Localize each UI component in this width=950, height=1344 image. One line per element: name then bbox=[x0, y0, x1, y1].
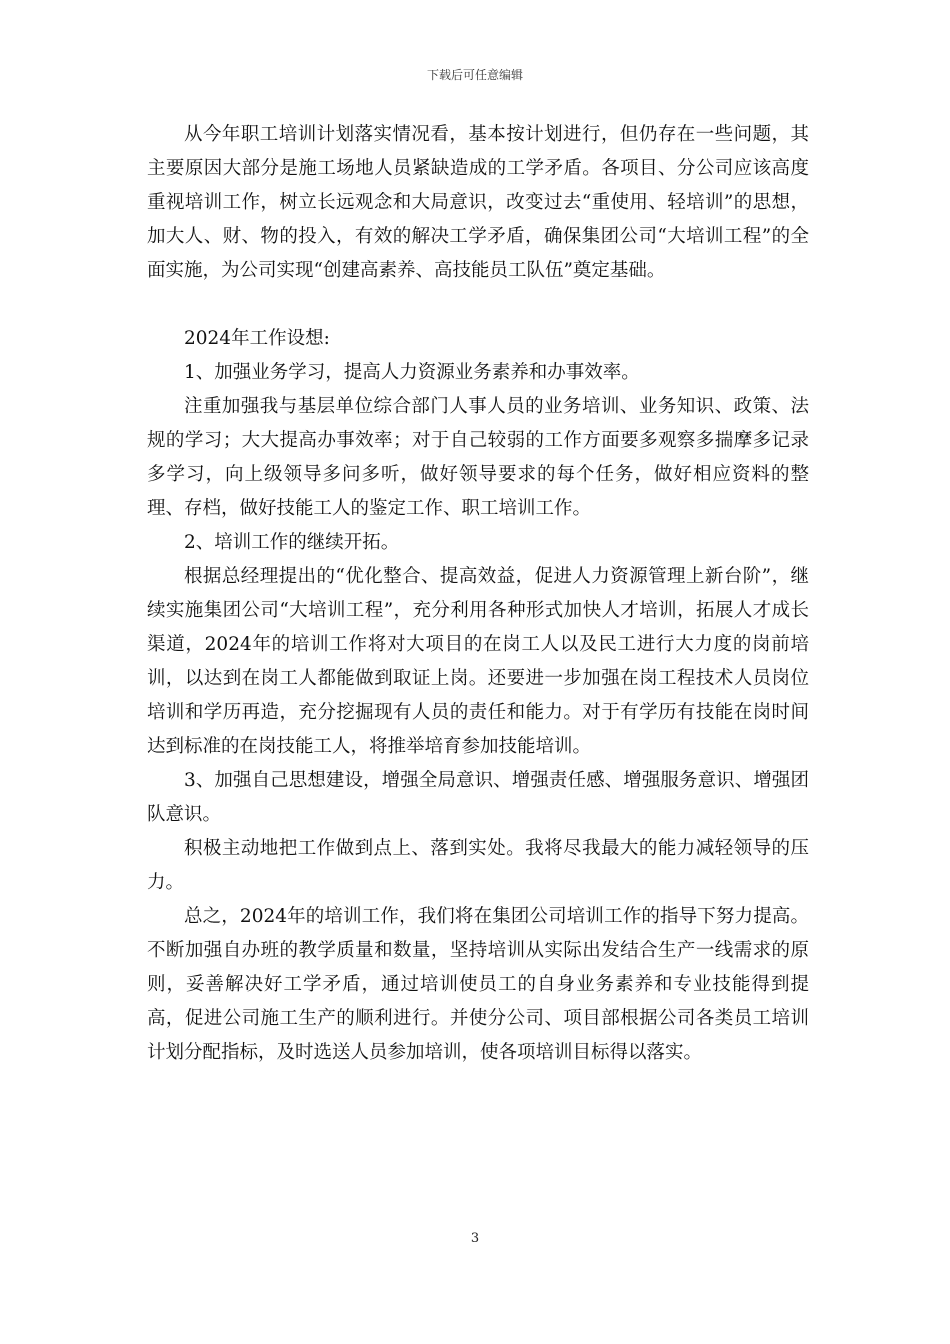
list-item-heading: 1、加强业务学习，提高人力资源业务素养和办事效率。 bbox=[184, 362, 640, 383]
paragraph: 根据总经理提出的“优化整合、提高效益，促进人力资源管理上新台阶”，继续实施集团公司“大培训工程”，充分利用各种形式加快人才培训，拓展人才成长渠道，2024年的培训工作将对大项目的在岗工人以及民工进行大力度的岗前培训，以达到在岗工人都能做到取证上岗。还要进一步加强在岗工程技术人员岗位培训和学历再造，充分挖掘现有人员的责任和能力。对于有学历有技能在岗时间达到标准的在岗技能工人，将推举培育参加技能培训。 bbox=[147, 566, 809, 757]
list-item-heading: 2、培训工作的继续开拓。 bbox=[184, 532, 400, 553]
document-body bbox=[147, 118, 809, 1070]
section-heading: 2024年工作设想: bbox=[184, 328, 330, 349]
paragraph: 总之，2024年的培训工作，我们将在集团公司培训工作的指导下努力提高。不断加强自办班的教学质量和数量，坚持培训从实际出发结合生产一线需求的原则，妥善解决好工学矛盾，通过培训使员工的自身业务素养和专业技能得到提高，促进公司施工生产的顺利进行。并使分公司、项目部根据公司各类员工培训计划分配指标，及时选送人员参加培训，使各项培训目标得以落实。 bbox=[147, 906, 809, 1063]
paragraph: 从今年职工培训计划落实情况看，基本按计划进行，但仍存在一些问题，其主要原因大部分是施工场地人员紧缺造成的工学矛盾。各项目、分公司应该高度重视培训工作，树立长远观念和大局意识，改变过去“重使用、轻培训”的思想，加大人、财、物的投入，有效的解决工学矛盾，确保集团公司“大培训工程”的全面实施，为公司实现“创建高素养、高技能员工队伍”奠定基础。 bbox=[147, 124, 809, 281]
page-header: 下载后可任意编辑 bbox=[426, 68, 523, 82]
list-item-heading: 3、加强自己思想建设，增强全局意识、增强责任感、增强服务意识、增强团队意识。 bbox=[147, 770, 809, 825]
page-number: 3 bbox=[470, 1231, 480, 1246]
paragraph: 积极主动地把工作做到点上、落到实处。我将尽我最大的能力减轻领导的压力。 bbox=[147, 838, 809, 893]
paragraph: 注重加强我与基层单位综合部门人事人员的业务培训、业务知识、政策、法规的学习；大大提高办事效率；对于自己较弱的工作方面要多观察多揣摩多记录多学习，向上级领导多问多听，做好领导要求的每个任务，做好相应资料的整理、存档，做好技能工人的鉴定工作、职工培训工作。 bbox=[147, 396, 809, 519]
